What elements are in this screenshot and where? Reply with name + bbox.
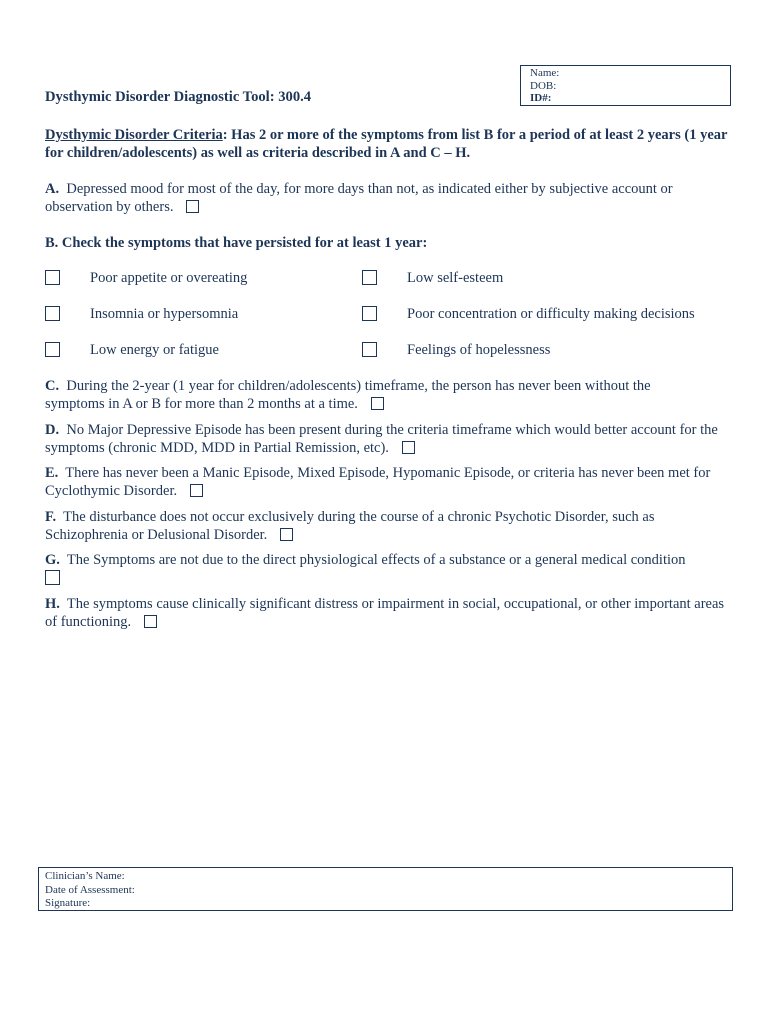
criterion-e-checkbox[interactable] [190, 484, 203, 497]
criterion-f [45, 508, 705, 544]
clinician-box [38, 867, 733, 911]
dob-field-label[interactable]: DOB: [530, 79, 557, 92]
criterion-c-letter: C. [45, 378, 60, 394]
criterion-h-letter: H. [45, 596, 60, 612]
criterion-h-text: The symptoms cause clinically significant distress or impairment in social, occupational, or other important areas of functioning. [45, 596, 725, 630]
criterion-d-letter: D. [45, 422, 60, 438]
symptom-label: Poor concentration or difficulty making decisions [407, 306, 695, 322]
criterion-e-text: There has never been a Manic Episode, Mixed Episode, Hypomanic Episode, or criteria has never been met for Cyclothymic Disorder. [45, 465, 711, 499]
patient-id-box [520, 65, 731, 106]
criteria-heading: Dysthymic Disorder Criteria [45, 127, 223, 143]
signature-label[interactable]: Signature: [45, 897, 91, 909]
criterion-a-checkbox[interactable] [186, 200, 199, 213]
criterion-f-checkbox[interactable] [280, 528, 293, 541]
criterion-g-letter: G. [45, 552, 60, 568]
symptom-label: Poor appetite or overeating [90, 270, 248, 286]
criterion-c-text: During the 2-year (1 year for children/adolescents) timeframe, the person has never been without the symptoms in A or B for more than 2 months at a time. [45, 378, 651, 412]
clinician-name-label[interactable]: Clinician’s Name: [45, 870, 125, 882]
symptom-checkbox[interactable] [362, 342, 377, 357]
criterion-h [45, 595, 735, 631]
symptom-label: Low self-esteem [407, 270, 504, 286]
criterion-f-letter: F. [45, 509, 57, 525]
criterion-d-checkbox[interactable] [402, 441, 415, 454]
name-field-label[interactable]: Name: [530, 67, 560, 79]
symptom-checkbox[interactable] [45, 306, 60, 321]
criterion-a [45, 180, 725, 216]
symptom-checkbox[interactable] [362, 306, 377, 321]
symptom-checkbox[interactable] [45, 342, 60, 357]
criterion-e-letter: E. [45, 465, 59, 481]
criterion-h-checkbox[interactable] [144, 615, 157, 628]
criterion-c [45, 377, 695, 413]
id-field-label[interactable]: ID#: [530, 92, 552, 104]
criteria-intro [45, 126, 735, 162]
criterion-c-checkbox[interactable] [371, 397, 384, 410]
criterion-g [45, 551, 735, 569]
symptom-label: Feelings of hopelessness [407, 342, 551, 358]
criterion-f-text: The disturbance does not occur exclusively during the course of a chronic Psychotic Disorder, such as Schizophrenia or Delusional Disorder. [45, 509, 655, 543]
section-b-heading: B. Check the symptoms that have persisted for at least 1 year: [45, 235, 428, 251]
symptom-checkbox[interactable] [45, 270, 60, 285]
assessment-date-label[interactable]: Date of Assessment: [45, 883, 135, 896]
symptom-checkbox[interactable] [362, 270, 377, 285]
criteria-intro-text: : Has 2 or more of the symptoms from list B for a period of at least 2 years (1 year for children/adolescents) as well as criteria described in A and C – H. [45, 127, 728, 161]
criterion-a-letter: A. [45, 181, 60, 197]
symptom-label: Low energy or fatigue [90, 342, 219, 358]
criterion-e [45, 464, 715, 500]
criterion-g-checkbox[interactable] [45, 570, 60, 585]
criterion-a-text: Depressed mood for most of the day, for more days than not, as indicated either by subjective account or observation by others. [45, 181, 673, 215]
criterion-d-text: No Major Depressive Episode has been present during the criteria timeframe which would better account for the symptoms (chronic MDD, MDD in Partial Remission, etc). [45, 422, 718, 456]
criterion-d [45, 421, 725, 457]
criterion-g-text: The Symptoms are not due to the direct physiological effects of a substance or a general medical condition [66, 552, 686, 568]
symptom-label: Insomnia or hypersomnia [90, 306, 239, 322]
page-title: Dysthymic Disorder Diagnostic Tool: 300.4 [45, 89, 312, 105]
